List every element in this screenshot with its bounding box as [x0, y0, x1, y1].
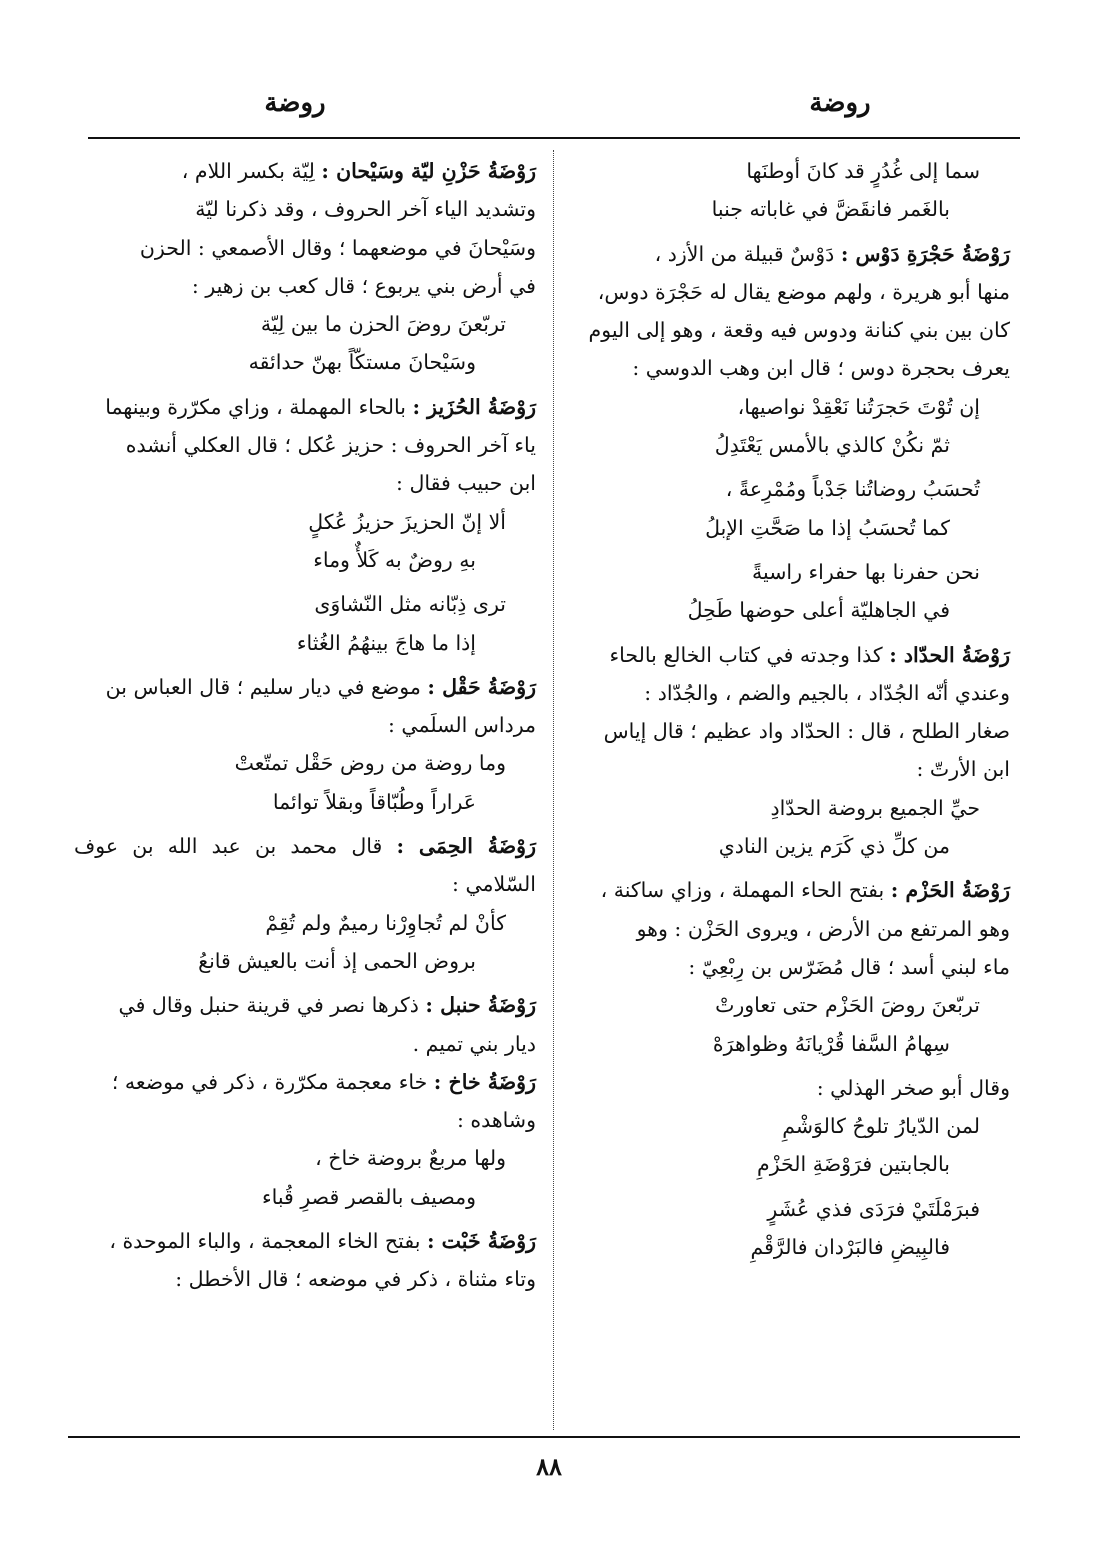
entry-text: لِيّة بكسر اللام ، [181, 159, 315, 183]
entry-headword: رَوْضَةُ الحدّاد : [889, 642, 1010, 667]
entry-line [570, 1069, 1010, 1107]
entry-headword: رَوْضَةُ خاخ : [433, 1069, 536, 1094]
verse-second-hemistich: بهِ روضٌ به كَلأٌ وماء [313, 547, 476, 572]
dictionary-entry [74, 986, 536, 1063]
entry-line [74, 1063, 536, 1101]
entry-headword: رَوْضَةُ خَبْت : [426, 1229, 536, 1254]
dictionary-entry [74, 1063, 536, 1140]
entry-line [74, 190, 536, 228]
entry-text: كذا وجدته في كتاب الخالع بالحاء [609, 642, 883, 667]
verse-second-hemistich: فالبِيضِ فالبَرْدان فالرَّقْمِ [750, 1235, 950, 1260]
verse-second-hemistich: ومصيف بالقصر قصرِ قُباء [261, 1184, 476, 1209]
entry-text: في أرض بني يربوع ؛ قال كعب بن زهير : [191, 273, 536, 298]
entry-line [74, 152, 536, 190]
verse-first-hemistich: لمن الدّيارُ تلوحُ كالوَشْمِ [782, 1114, 980, 1139]
entry-text: وتاء مثناة ، ذكر في موضعه ؛ قال الأخطل : [175, 1267, 536, 1292]
entry-line [74, 267, 536, 305]
column-divider [553, 150, 554, 1430]
verse [74, 904, 536, 981]
verse-second-hemistich: سِهامُ السَّفا قُرْيانَهُ وظواهرَهْ [712, 1031, 950, 1056]
entry-line [570, 311, 1010, 349]
verse [74, 585, 536, 662]
entry-text: بالحاء المهملة ، وزاي مكرّرة وبينهما [105, 394, 406, 419]
entry-headword: رَوْضَةُ حَقْل : [427, 674, 536, 699]
verse [570, 470, 1010, 547]
entry-text: يعرف بحجرة دوس ؛ قال ابن وهب الدوسي : [632, 356, 1010, 381]
entry-text: ديار بني تميم . [412, 1031, 536, 1056]
running-header-right: روضة [809, 88, 871, 118]
entry-headword: رَوْضَةُ حنبل : [425, 993, 536, 1018]
entry-line [570, 948, 1010, 986]
entry-line [74, 986, 536, 1024]
verse [570, 1107, 1010, 1184]
entry-line [74, 668, 536, 706]
verse-first-hemistich: حيِّ الجميع بروضة الحدّادِ [770, 795, 980, 820]
verse [570, 789, 1010, 866]
entry-text: منها أبو هريرة ، ولهم موضع يقال له حَجْرَة دوس، [597, 279, 1010, 304]
entry-text: بفتح الخاء المعجمة ، والباء الموحدة ، [109, 1229, 421, 1254]
entry-text: صغار الطلح ، قال : الحدّاد واد عظيم ؛ قال إياس [603, 719, 1010, 744]
entry-text: وهو المرتفع من الأرض ، ويروى الحَزْن : وهو [636, 916, 1010, 941]
entry-line [74, 426, 536, 464]
entry-line [570, 273, 1010, 311]
entry-line [570, 750, 1010, 788]
entry-text: بفتح الحاء المهملة ، وزاي ساكنة ، [600, 878, 885, 903]
entry-text: وشاهده : [456, 1108, 536, 1133]
verse-second-hemistich: في الجاهليّة أعلى حوضها طَحِلُ [687, 598, 950, 623]
entry-line [74, 1222, 536, 1260]
verse-first-hemistich: ترى ذِبّانه مثل النّشاوَى [314, 592, 506, 617]
footer-rule [68, 1436, 1020, 1438]
entry-line [74, 706, 536, 744]
verse [74, 1139, 536, 1216]
entry-text: كان بين بني كنانة ودوس فيه وقعة ، وهو إلى اليوم [588, 318, 1010, 343]
verse [570, 1190, 1010, 1267]
verse-spacing [570, 1266, 1010, 1272]
verse-first-hemistich: تربّعنَ روضَ الحَزْم حتى تعاورتْ [715, 993, 980, 1018]
entry-line [74, 388, 536, 426]
entry-line [74, 827, 536, 904]
entry-line [74, 229, 536, 267]
entry-line [570, 636, 1010, 674]
entry-line [74, 1260, 536, 1298]
dictionary-entry [570, 636, 1010, 789]
verse-first-hemistich: تُحسَبُ روضاتُنا جَدْباً ومُمْرِعةً ، [725, 477, 980, 502]
entry-text: ابن حبيب فقال : [396, 471, 536, 496]
entry-text: موضع في ديار سليم ؛ قال العباس بن [105, 674, 421, 699]
verse [570, 152, 1010, 229]
verse-first-hemistich: وما روضة من روض حَقْل تمتّعتْ [234, 751, 506, 776]
dictionary-entry [74, 668, 536, 745]
entry-text: ياء آخر الحروف : حزيز عُكل ؛ قال العكلي أنشده [125, 433, 536, 458]
entry-text: مرداس السلَمي : [387, 713, 536, 738]
verse-first-hemistich: تربّعنَ روضَ الحزن ما بين لِيّة [260, 312, 506, 337]
verse-first-hemistich: نحن حفرنا بها حفراء راسيةً [752, 559, 980, 584]
entry-text: وسَيْحانَ في موضعهما ؛ وقال الأصمعي : الحزن [139, 235, 536, 260]
entry-headword: رَوْضَةُ الحِمَى : [396, 834, 536, 859]
entry-line [74, 1101, 536, 1139]
entry-line [74, 1025, 536, 1063]
verse-first-hemistich: فبرَمْلَتَيْ فرَدَى فذي عُشَرٍ [767, 1196, 980, 1221]
right-column [570, 152, 1010, 1272]
verse-second-hemistich: من كلِّ ذي كَرَم يزين النادي [718, 834, 950, 859]
verse-first-hemistich: إن تُوْتَ حَجرَتُنا نَعْقِدْ نواصيها، [737, 394, 980, 419]
header-rule [88, 137, 1020, 139]
verse-second-hemistich: كما تُحسَبُ إذا ما صَحَّتِ الإبلُ [705, 515, 950, 540]
entry-text: قال محمد بن عبد الله بن عوف السّلامي : [74, 834, 536, 897]
verse-second-hemistich: إذا ما هاجَ بينهُمُ الغُثاء [296, 630, 476, 655]
verse [74, 744, 536, 821]
entry-text: دَوْسٌ قبيلة من الأزد ، [654, 241, 835, 266]
entry-text: وعندي أنّه الجُدّاد ، بالجيم والضم ، والجُدّاد : [644, 680, 1010, 705]
entry-headword: رَوْضَةُ الحُزَيز : [412, 394, 536, 419]
running-header-left: روضة [264, 88, 326, 118]
dictionary-entry [74, 1222, 536, 1299]
verse-second-hemistich: بالجابتين فرَوْضَةِ الحَزْمِ [757, 1152, 950, 1177]
entry-text: وتشديد الياء آخر الحروف ، وقد ذكرنا ليّة [195, 197, 536, 222]
dictionary-entry [570, 235, 1010, 388]
verse [74, 503, 536, 580]
verse-first-hemistich: كأنْ لم تُجاوِرْنا رميمٌ ولم تُقِمْ [265, 910, 506, 935]
verse-first-hemistich: ولها مربعٌ بروضة خاخ ، [315, 1146, 506, 1171]
verse-second-hemistich: بروض الحمى إذ أنت بالعيش قانعُ [198, 948, 476, 973]
entry-line [570, 674, 1010, 712]
page-number: ٨٨ [536, 1452, 562, 1481]
dictionary-entry [74, 152, 536, 305]
entry-headword: رَوْضَةُ حَزْنِ ليّة وسَيْحان : [321, 159, 536, 183]
dictionary-entry [570, 871, 1010, 986]
entry-text: ابن الأرتّ : [916, 757, 1010, 782]
left-column [74, 152, 536, 1299]
verse [74, 305, 536, 382]
entry-text: خاء معجمة مكرّرة ، ذكر في موضعه ؛ [111, 1069, 428, 1094]
entry-line [570, 349, 1010, 387]
entry-headword: رَوْضَةُ الحَزْم : [890, 878, 1010, 903]
verse [570, 388, 1010, 465]
verse [570, 553, 1010, 630]
verse-second-hemistich: وسَيْحانَ مستكّاً بهنّ حدائقه [248, 350, 476, 375]
verse-first-hemistich: سما إلى غُدُرٍ قد كانَ أوطنَها [746, 159, 980, 183]
entry-line [570, 712, 1010, 750]
entry-line [570, 235, 1010, 273]
verse-second-hemistich: عَراراً وطُبّاقاً وبقلاً توائما [272, 789, 476, 814]
entry-text: ذكرها نصر في قرينة حنبل وقال في [118, 993, 419, 1018]
verse-second-hemistich: ثمّ نكُنْ كالذي بالأمس يَعْتَدِلُ [714, 433, 950, 458]
entry-line [570, 871, 1010, 909]
verse [570, 986, 1010, 1063]
entry-line [74, 464, 536, 502]
entry-text: وقال أبو صخر الهذلي : [816, 1075, 1010, 1100]
entry-line [570, 910, 1010, 948]
entry-text: ماء لبني أسد ؛ قال مُضَرّس بن رِبْعِيّ : [688, 954, 1010, 979]
verse-second-hemistich: بالغَمر فانقَضَّ في غاباته جنبا [711, 197, 950, 222]
dictionary-entry [74, 388, 536, 503]
paragraph [570, 1069, 1010, 1107]
verse-first-hemistich: ألا إنّ الحزيزَ حزيزُ عُكلٍ [308, 509, 506, 534]
entry-headword: رَوْضَةُ حَجْرَةِ دَوْس : [840, 241, 1010, 266]
dictionary-entry [74, 827, 536, 904]
